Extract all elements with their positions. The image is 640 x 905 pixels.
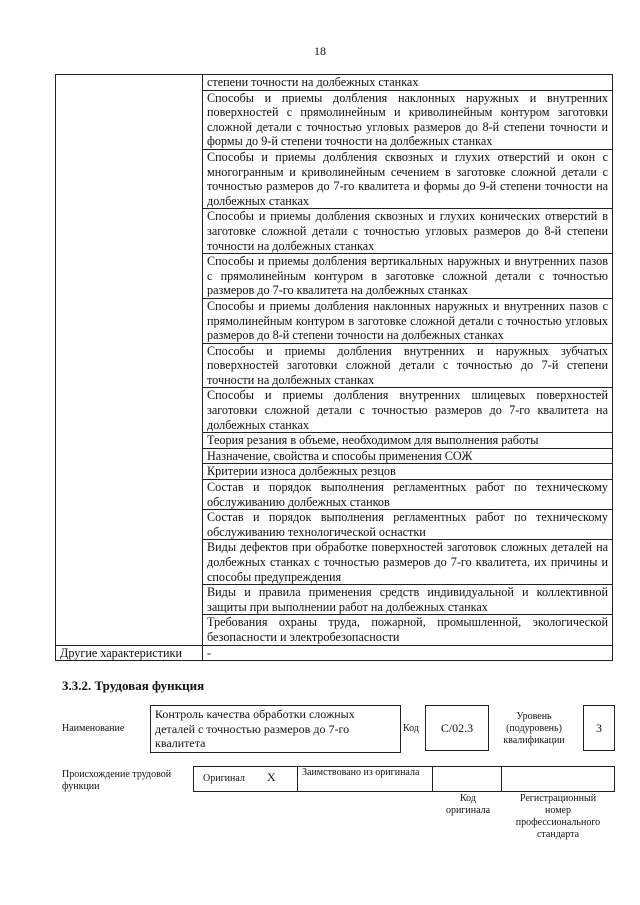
grid-divider [501,766,502,791]
knowledge-item: Способы и приемы долбления вертикальных наружных и внутренних пазов с прямолинейным контуром в заготовке сложной детали с точностью размеров до 7-го квалитета на долбежных станках [203,254,613,299]
code-label: Код [403,723,419,734]
knowledge-item: Критерии износа долбежных резцов [203,464,613,480]
knowledge-item: Назначение, свойства и способы применения СОЖ [203,448,613,464]
level-value: 3 [583,705,615,751]
grid-divider [432,766,433,791]
knowledge-item: Виды и правила применения средств индивидуальной и коллективной защиты при выполнении работ на долбежных станках [203,585,613,615]
code-origin-caption: Код оригинала [445,793,491,816]
knowledge-item: Способы и приемы долбления наклонных наружных и внутренних поверхностей с прямолинейным и криволинейным контуром заготовки сложной детали с точностью угловых размеров до 8-й степени точности и формы до 9-й степени точности на долбежных станках [203,90,613,149]
borrowed-label: Заимствовано из оригинала [302,767,420,778]
row-group-label [56,75,203,646]
other-characteristics-label: Другие характеристики [56,645,203,661]
knowledge-item: степени точности на долбежных станках [203,75,613,91]
knowledge-item: Способы и приемы долбления наклонных наружных и внутренних пазов с прямолинейным контуром в заготовке сложной детали с точностью угловых размеров до 8-й степени точности на долбежных станках [203,298,613,343]
knowledge-item: Состав и порядок выполнения регламентных работ по техническому обслуживанию долбежных станков [203,480,613,510]
grid-divider [297,766,298,791]
knowledge-item: Виды дефектов при обработке поверхностей заготовок сложных деталей на долбежных станках с точностью размеров до 7-го квалитета, их причины и способы предупреждения [203,540,613,585]
origin-label: Происхождение трудовой функции [62,769,172,792]
knowledge-item: Способы и приемы долбления сквозных и глухих конических отверстий в заготовке сложной детали с точностью угловых размеров до 8-й степени точности на долбежных станках [203,209,613,254]
name-value: Контроль качества обработки сложных деталей с точностью размеров до 7-го квалитета [150,705,401,753]
reg-number-caption: Регистрационный номер профессионального стандарта [515,793,601,840]
name-label: Наименование [62,723,125,734]
original-mark: X [267,770,276,784]
page-number: 18 [314,44,326,58]
knowledge-item: Требования охраны труда, пожарной, промышленной, экологической безопасности и электробезопасности [203,615,613,645]
knowledge-table [55,74,613,661]
other-characteristics-row [56,645,613,661]
knowledge-item: Способы и приемы долбления внутренних шлицевых поверхностей заготовки сложной детали с точностью размеров до 7-го квалитета на долбежных станках [203,388,613,433]
level-label: Уровень (подуровень) квалификации [503,711,565,746]
knowledge-item: Способы и приемы долбления внутренних и наружных зубчатых поверхностей заготовки сложной детали с точностью до 7-й степени точности на долбежных станках [203,343,613,388]
code-value: С/02.3 [425,705,489,751]
knowledge-item: Способы и приемы долбления сквозных и глухих отверстий и окон с многогранным и криволинейным сечением в заготовке сложной детали с точностью размеров до 7-го квалитета и формы до 9-й степени точности на долбежных станках [203,149,613,208]
knowledge-item: Состав и порядок выполнения регламентных работ по техническому обслуживанию технологической оснастки [203,510,613,540]
original-label: Оригинал [203,773,245,784]
section-heading: 3.3.2. Трудовая функция [62,678,205,693]
knowledge-row [56,75,613,91]
knowledge-item: Теория резания в объеме, необходимом для выполнения работы [203,433,613,449]
other-characteristics-value: - [203,645,613,661]
